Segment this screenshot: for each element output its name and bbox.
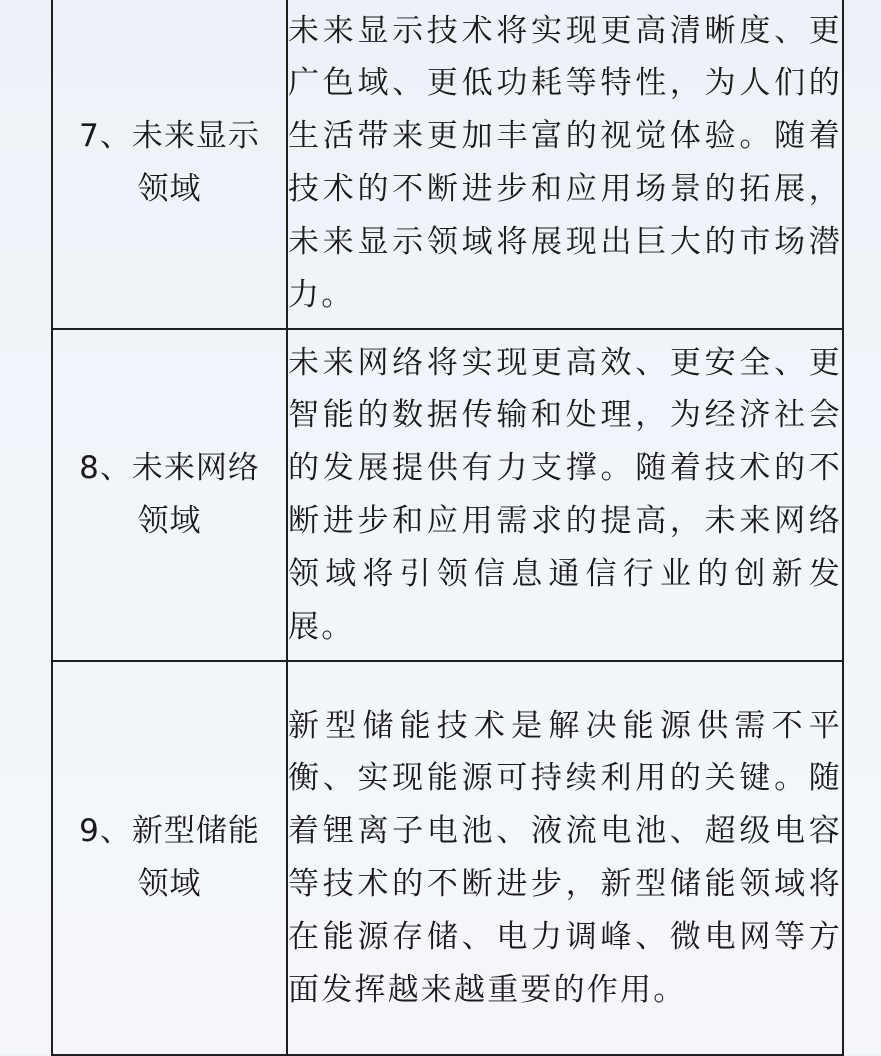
row-description-cell	[287, 661, 843, 1055]
table-row	[52, 661, 843, 1055]
row-description: 未来网络将实现更高效、更安全、更智能的数据传输和处理，为经济社会的发展提供有力支撑。随着技术的不断进步和应用需求的提高，未来网络领域将引领信息通信行业的创新发展。	[288, 344, 842, 645]
row-label: 7、未来显示 领域	[79, 118, 260, 207]
row-label: 9、新型储能 领域	[79, 813, 260, 902]
table-row	[52, 0, 843, 329]
table-row	[52, 329, 843, 661]
row-description: 未来显示技术将实现更高清晰度、更广色域、更低功耗等特性，为人们的生活带来更加丰富的视觉体验。随着技术的不断进步和应用场景的拓展，未来显示领域将展现出巨大的市场潜力。	[288, 12, 842, 313]
row-label: 8、未来网络 领域	[79, 450, 260, 539]
content-table-container	[51, 0, 842, 1054]
row-label-cell	[52, 329, 287, 661]
row-label-cell	[52, 661, 287, 1055]
row-description: 新型储能技术是解决能源供需不平衡、实现能源可持续利用的关键。随着锂离子电池、液流电池、超级电容等技术的不断进步，新型储能领域将在能源存储、电力调峰、微电网等方面发挥越来越重要的作用。	[288, 707, 842, 1008]
row-description-cell	[287, 0, 843, 329]
info-table	[51, 0, 844, 1056]
row-description-cell	[287, 329, 843, 661]
row-label-cell	[52, 0, 287, 329]
